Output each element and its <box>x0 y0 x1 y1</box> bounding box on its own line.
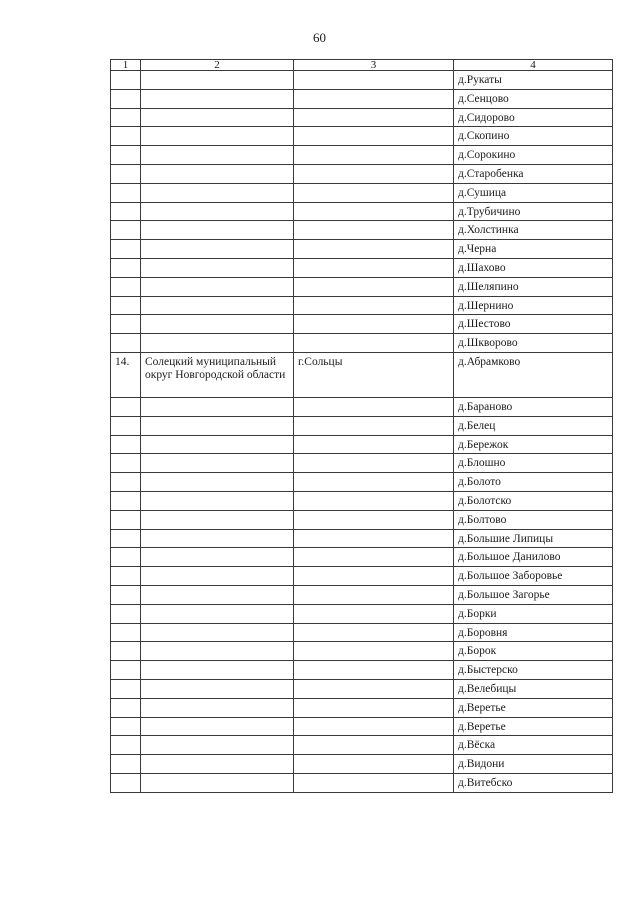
cell-settlement: д.Шестово <box>454 315 613 334</box>
table-row <box>111 717 613 736</box>
cell-center <box>294 679 454 698</box>
header-col-4: 4 <box>454 60 613 71</box>
cell-center <box>294 258 454 277</box>
cell-center <box>294 127 454 146</box>
cell-number <box>111 585 141 604</box>
table-row <box>111 315 613 334</box>
cell-settlement: д.Большие Липицы <box>454 529 613 548</box>
cell-district <box>141 277 294 296</box>
settlements-table <box>110 59 613 793</box>
cell-center <box>294 642 454 661</box>
cell-district <box>141 642 294 661</box>
cell-district <box>141 202 294 221</box>
cell-settlement: д.Шкворово <box>454 334 613 353</box>
table-row <box>111 661 613 680</box>
cell-center <box>294 108 454 127</box>
cell-number <box>111 454 141 473</box>
cell-settlement: д.Скопино <box>454 127 613 146</box>
cell-number <box>111 397 141 416</box>
cell-settlement: д.Борок <box>454 642 613 661</box>
table-row <box>111 296 613 315</box>
cell-number <box>111 146 141 165</box>
table-header <box>111 60 613 71</box>
cell-district <box>141 679 294 698</box>
cell-settlement: д.Шеляпино <box>454 277 613 296</box>
cell-settlement: д.Шернино <box>454 296 613 315</box>
cell-center <box>294 585 454 604</box>
cell-number <box>111 473 141 492</box>
cell-number <box>111 202 141 221</box>
cell-number <box>111 773 141 792</box>
cell-district <box>141 108 294 127</box>
cell-center <box>294 567 454 586</box>
table-row <box>111 510 613 529</box>
cell-settlement: д.Боровня <box>454 623 613 642</box>
cell-settlement: д.Большое Заборовье <box>454 567 613 586</box>
table-row <box>111 567 613 586</box>
cell-number <box>111 491 141 510</box>
cell-settlement: д.Борки <box>454 604 613 623</box>
table-row <box>111 642 613 661</box>
header-col-3: 3 <box>294 60 454 71</box>
table-row <box>111 529 613 548</box>
cell-settlement: д.Сорокино <box>454 146 613 165</box>
cell-number <box>111 240 141 259</box>
cell-number <box>111 642 141 661</box>
cell-district <box>141 183 294 202</box>
table-row <box>111 240 613 259</box>
cell-number <box>111 698 141 717</box>
cell-center <box>294 529 454 548</box>
cell-district <box>141 221 294 240</box>
table-row <box>111 127 613 146</box>
cell-center <box>294 416 454 435</box>
cell-number <box>111 183 141 202</box>
cell-center <box>294 773 454 792</box>
cell-district <box>141 435 294 454</box>
cell-number <box>111 315 141 334</box>
table-row <box>111 473 613 492</box>
cell-district <box>141 529 294 548</box>
cell-settlement: д.Рукаты <box>454 71 613 90</box>
cell-center <box>294 548 454 567</box>
cell-center <box>294 736 454 755</box>
cell-district <box>141 258 294 277</box>
cell-district <box>141 491 294 510</box>
cell-center <box>294 164 454 183</box>
table-row <box>111 108 613 127</box>
cell-number <box>111 717 141 736</box>
cell-settlement: д.Быстерско <box>454 661 613 680</box>
cell-settlement: д.Большое Данилово <box>454 548 613 567</box>
cell-number <box>111 89 141 108</box>
table-row <box>111 491 613 510</box>
cell-center <box>294 510 454 529</box>
cell-settlement: д.Большое Загорье <box>454 585 613 604</box>
table-row <box>111 164 613 183</box>
cell-settlement: д.Вёска <box>454 736 613 755</box>
cell-district <box>141 71 294 90</box>
cell-settlement: д.Черна <box>454 240 613 259</box>
cell-district: Солецкий муниципальный округ Новгородской области <box>141 352 294 397</box>
cell-center <box>294 296 454 315</box>
cell-settlement: д.Белец <box>454 416 613 435</box>
cell-number <box>111 296 141 315</box>
cell-district <box>141 315 294 334</box>
cell-number: 14. <box>111 352 141 397</box>
cell-district <box>141 454 294 473</box>
cell-center <box>294 71 454 90</box>
cell-number <box>111 548 141 567</box>
cell-number <box>111 164 141 183</box>
table-row <box>111 146 613 165</box>
cell-center <box>294 623 454 642</box>
cell-district <box>141 623 294 642</box>
cell-settlement: д.Трубичино <box>454 202 613 221</box>
table-row <box>111 585 613 604</box>
cell-district <box>141 127 294 146</box>
table-row <box>111 548 613 567</box>
cell-number <box>111 334 141 353</box>
cell-district <box>141 736 294 755</box>
table-row <box>111 221 613 240</box>
cell-settlement: д.Абрамково <box>454 352 613 397</box>
table-row <box>111 679 613 698</box>
cell-number <box>111 529 141 548</box>
cell-settlement: д.Сенцово <box>454 89 613 108</box>
cell-number <box>111 755 141 774</box>
table-row <box>111 773 613 792</box>
cell-district <box>141 397 294 416</box>
cell-settlement: д.Шахово <box>454 258 613 277</box>
cell-center <box>294 221 454 240</box>
cell-center <box>294 146 454 165</box>
cell-number <box>111 623 141 642</box>
cell-settlement: д.Сидорово <box>454 108 613 127</box>
cell-center <box>294 315 454 334</box>
cell-number <box>111 127 141 146</box>
cell-settlement: д.Болтово <box>454 510 613 529</box>
cell-center <box>294 240 454 259</box>
cell-number <box>111 736 141 755</box>
cell-district <box>141 585 294 604</box>
cell-center <box>294 604 454 623</box>
cell-settlement: д.Веретье <box>454 717 613 736</box>
table-body <box>111 71 613 793</box>
cell-district <box>141 510 294 529</box>
cell-district <box>141 296 294 315</box>
cell-district <box>141 473 294 492</box>
cell-settlement: д.Бараново <box>454 397 613 416</box>
table-row <box>111 202 613 221</box>
header-col-1: 1 <box>111 60 141 71</box>
cell-number <box>111 221 141 240</box>
cell-number <box>111 71 141 90</box>
cell-district <box>141 164 294 183</box>
table-row <box>111 183 613 202</box>
cell-district <box>141 661 294 680</box>
cell-center <box>294 334 454 353</box>
table-row <box>111 454 613 473</box>
cell-district <box>141 698 294 717</box>
cell-center <box>294 435 454 454</box>
table-row <box>111 435 613 454</box>
cell-center: г.Сольцы <box>294 352 454 397</box>
cell-settlement: д.Болото <box>454 473 613 492</box>
cell-number <box>111 679 141 698</box>
table-row <box>111 604 613 623</box>
table-row <box>111 416 613 435</box>
cell-number <box>111 108 141 127</box>
table-row <box>111 397 613 416</box>
cell-settlement: д.Болотско <box>454 491 613 510</box>
cell-district <box>141 567 294 586</box>
cell-settlement: д.Сушица <box>454 183 613 202</box>
cell-district <box>141 334 294 353</box>
table-row <box>111 698 613 717</box>
cell-district <box>141 717 294 736</box>
cell-settlement: д.Витебско <box>454 773 613 792</box>
table-row <box>111 277 613 296</box>
table-row <box>111 258 613 277</box>
cell-settlement: д.Видони <box>454 755 613 774</box>
cell-settlement: д.Холстинка <box>454 221 613 240</box>
table-row <box>111 352 613 397</box>
cell-district <box>141 416 294 435</box>
page-number: 60 <box>313 30 326 45</box>
cell-center <box>294 661 454 680</box>
cell-center <box>294 397 454 416</box>
cell-district <box>141 146 294 165</box>
cell-settlement: д.Велебицы <box>454 679 613 698</box>
cell-number <box>111 604 141 623</box>
table-row <box>111 623 613 642</box>
cell-center <box>294 491 454 510</box>
table-row <box>111 755 613 774</box>
cell-center <box>294 454 454 473</box>
cell-number <box>111 435 141 454</box>
cell-center <box>294 89 454 108</box>
cell-center <box>294 183 454 202</box>
cell-center <box>294 717 454 736</box>
cell-district <box>141 548 294 567</box>
cell-center <box>294 277 454 296</box>
cell-number <box>111 277 141 296</box>
cell-settlement: д.Бережок <box>454 435 613 454</box>
cell-district <box>141 240 294 259</box>
cell-settlement: д.Старобенка <box>454 164 613 183</box>
cell-center <box>294 755 454 774</box>
cell-center <box>294 202 454 221</box>
header-col-2: 2 <box>141 60 294 71</box>
cell-district <box>141 89 294 108</box>
cell-settlement: д.Веретье <box>454 698 613 717</box>
cell-district <box>141 604 294 623</box>
cell-district <box>141 755 294 774</box>
cell-number <box>111 258 141 277</box>
cell-number <box>111 661 141 680</box>
cell-number <box>111 416 141 435</box>
header-row <box>111 60 613 71</box>
cell-center <box>294 698 454 717</box>
table-row <box>111 736 613 755</box>
table-row <box>111 71 613 90</box>
cell-settlement: д.Блошно <box>454 454 613 473</box>
cell-number <box>111 510 141 529</box>
cell-center <box>294 473 454 492</box>
cell-district <box>141 773 294 792</box>
table-row <box>111 89 613 108</box>
cell-number <box>111 567 141 586</box>
table-row <box>111 334 613 353</box>
